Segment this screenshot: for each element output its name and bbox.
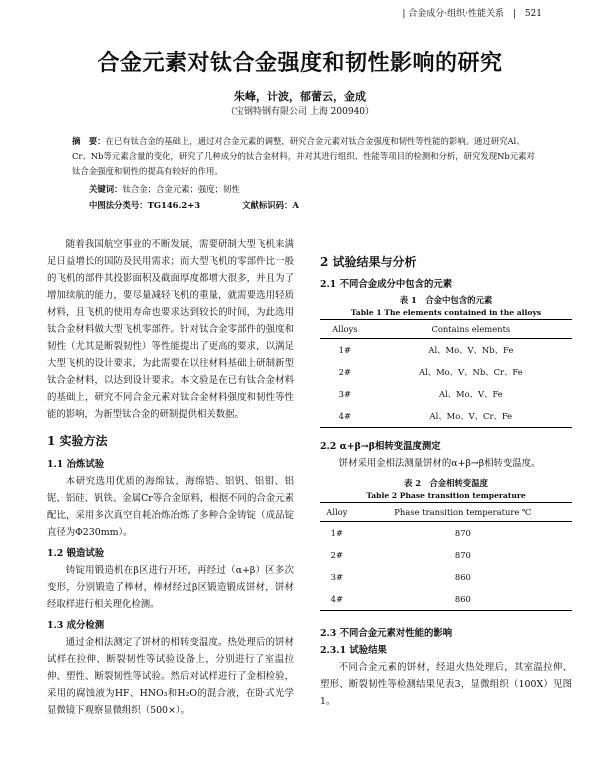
section-heading: 1 实验方法	[47, 434, 108, 448]
table-row	[320, 361, 572, 383]
subsection-heading: 2.3 不同合金元素对性能的影响	[320, 628, 453, 639]
subsubsection-heading: 2.3.1 试验结果	[320, 645, 387, 656]
table-cell: 860	[454, 571, 471, 582]
table-cell: 2#	[330, 549, 344, 560]
table-cell: Al、Mo、V、Cr、Fe	[370, 405, 572, 428]
subsection-heading: 1.1 冶炼试验	[47, 459, 105, 470]
class-value: TG146.2+3	[147, 200, 201, 210]
table-cell: 870	[454, 549, 471, 560]
table-row	[320, 339, 572, 362]
subsection-heading: 2.1 不同合金成分中包含的元素	[320, 279, 453, 290]
keywords	[89, 183, 240, 195]
paper-title: 合金元素对钛合金强度和韧性影响的研究	[97, 50, 503, 76]
table-2	[320, 502, 572, 611]
body-paragraph: 通过金相法测定了饼材的相转变温度。热处理后的饼材试样在拉伸、断裂韧性等试验设备上，分别进行了室温拉伸、塑性、断裂韧性等试验。然后对试样进行了金相检验，采用的腐蚀液为HF、HNO₃和H₂O的混合液，在卧式光学显微镜下观察显微组织（500×）。	[47, 637, 294, 716]
table-cell: 4#	[320, 588, 354, 611]
abstract-label: 摘 要：	[72, 136, 106, 146]
table-header-cell: Phase transition temperature ℃	[354, 503, 572, 522]
subsection-heading: 1.3 成分检测	[47, 620, 105, 631]
table-row	[320, 405, 572, 428]
subsection-heading: 2.2 α+β→β相转变温度测定	[320, 441, 441, 452]
table-cell: 860	[354, 588, 572, 611]
body-paragraph: 铸锭用锻造机在β区进行开坯，再经过（α+β）区多次变形，分别锻造了棒材，棒材经过β区锻造锻成饼材，饼材经取样进行相关理化检测。	[47, 565, 294, 610]
subsection-heading: 1.2 锻造试验	[47, 548, 105, 559]
table2-caption-cn: 表 2 合金相转变温度	[403, 478, 489, 488]
section-heading: 2 试验结果与分析	[320, 255, 417, 269]
table1-caption-cn: 表 1 合金中包含的元素	[399, 295, 493, 305]
body-paragraph: 饼材采用金相法测量饼材的α+β→β相转变温度。	[338, 458, 541, 469]
keywords-text: 钛合金；合金元素；强度；韧性	[122, 184, 240, 194]
doc-value: A	[292, 200, 299, 210]
abstract-text: 在已有钛合金的基础上，通过对合金元素的调整，研究合金元素对钛合金强度和韧性等性能的影响。通过研究Al、Cr、Nb等元素含量的变化，研究了几种成分的钛合金材料，并对其进行组织、性能等项目的检测和分析，研究发现Nb元素对钛合金强度和韧性的提高有较好的作用。	[72, 136, 535, 176]
table-cell: 2#	[338, 366, 352, 377]
table-cell: Al、Mo、V、Nb、Cr、Fe	[419, 366, 523, 377]
right-column	[320, 254, 572, 710]
left-column	[47, 236, 294, 719]
intro-paragraph: 随着我国航空事业的不断发展，需要研制大型飞机来满足日益增长的国防及民用需求；而大型飞机的零部件比一般的飞机的部件其投影面积及截面厚度都增大很多，并且为了增加续航的能力，要尽量减轻飞机的重量，就需要选用轻质材料，且飞机的使用寿命也要求达到较长的时间，为此选用钛合金材料做大型飞机零部件。针对钛合金零部件的强度和韧性（尤其是断裂韧性）等性能提出了更高的要求，以满足大型飞机的设计要求，为此需要在以往材料基础上研制新型钛合金材料，以达到设计要求。本文验是在已有钛合金材料的基础上，研究不同合金元素对钛合金材料强度和韧性等性能的影响，为新型钛合金的研制提供相关数据。	[47, 239, 294, 420]
header-bar: |	[512, 9, 516, 19]
table-row	[320, 522, 572, 545]
table-row	[320, 383, 572, 405]
classification	[89, 199, 299, 211]
table-row	[320, 566, 572, 588]
running-header	[402, 6, 542, 19]
table-cell: 1#	[330, 527, 344, 538]
table-cell: Al、Mo、V、Nb、Fe	[428, 344, 514, 355]
body-paragraph: 本研究选用优质的海绵钛、海绵锆、铝钒、铝钼、铝铌、铝硅、钒铁、金属Cr等合金原料，根据不同的合金元素配比，采用多次真空自耗冶炼冶炼了多种合金铸锭（成品锭直径为Φ230mm）。	[47, 476, 294, 538]
table-row	[320, 588, 572, 611]
table-header-cell: Alloys	[320, 320, 370, 339]
table-cell: 4#	[320, 405, 370, 428]
page-number: 521	[524, 9, 542, 19]
table-cell: 3#	[330, 571, 344, 582]
table-header-cell: Alloy	[320, 503, 354, 522]
table-cell: 870	[454, 527, 471, 538]
doc-label: 文献标识码：	[242, 200, 293, 210]
class-label: 中图法分类号：	[89, 200, 148, 210]
authors: 朱峰，计波，郁蕾云，金成	[234, 90, 366, 103]
affiliation: （宝钢特钢有限公司 上海 200940）	[225, 107, 375, 117]
keywords-label: 关键词：	[89, 184, 123, 194]
table-1	[320, 319, 572, 428]
table2-caption-en: Table 2 Phase transition temperature	[366, 491, 526, 500]
table-cell: Al、Mo、V、Fe	[438, 388, 503, 399]
running-title: 合金成分·组织·性能关系	[408, 9, 505, 19]
header-bar: |	[402, 9, 406, 19]
table-cell: 1#	[338, 344, 352, 355]
table-header-cell: Contains elements	[370, 320, 572, 339]
abstract	[72, 134, 542, 179]
table-cell: 3#	[338, 388, 352, 399]
table1-caption-en: Table 1 The elements contained in the alloys	[350, 308, 542, 317]
table-row	[320, 544, 572, 566]
body-paragraph: 不同合金元素的饼材，经退火热处理后，其室温拉伸、塑形、断裂韧性等检测结果见表3，显微组织（100X）见图1。	[320, 662, 572, 707]
